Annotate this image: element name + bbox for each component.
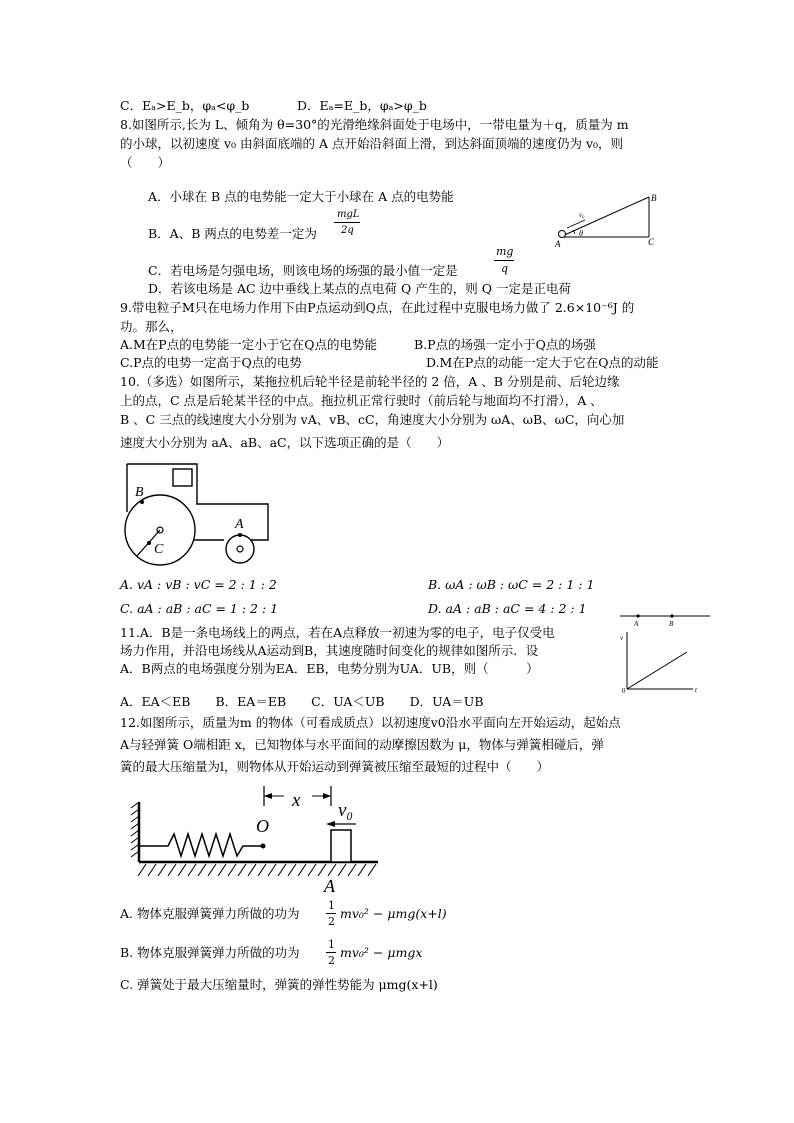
q10-option-a: A. vA : vB : vC = 2 : 1 : 2: [120, 577, 277, 592]
q10-option-d: D. aA : aB : aC = 4 : 2 : 1: [428, 601, 587, 616]
q9-option-d: D.M在P点的动能一定大于它在Q点的动能: [426, 355, 659, 370]
incline-figure: [553, 190, 663, 250]
q8-stem-line2: 的小球，以初速度 v₀ 由斜面底端的 A 点开始沿斜面上滑，到达斜面顶端的速度仍为 v₀，则: [120, 136, 624, 151]
q10-stem-line3: B 、C 三点的线速度大小分别为 vA、vB、cC，角速度大小分别为 ωA、ωB、ωC，向心加: [120, 412, 625, 427]
q11-stem-line2: 场力作用，并沿电场线从A运动到B，其速度随时间变化的规律如图所示．设: [120, 643, 539, 658]
q11-label-t: t: [695, 686, 697, 694]
spring-figure: [128, 784, 388, 894]
spring-label-o: O: [256, 816, 269, 836]
q8-stem-line3: （ ）: [120, 155, 171, 170]
tractor-label-a: A: [235, 517, 244, 532]
q10-option-c: C. aA : aB : aC = 1 : 2 : 1: [120, 601, 279, 616]
q8-option-a: A．小球在 B 点的电势能一定大于小球在 A 点的电势能: [148, 189, 454, 204]
q8-option-c-numerator: mg: [496, 245, 514, 258]
q7-option-d: D．Eₐ=E_b，φₐ>φ_b: [297, 98, 427, 113]
q11-stem-line3: A．B两点的电场强度分别为EA．EB，电势分别为UA．UB，则（ ）: [120, 661, 539, 676]
q11-label-v: v: [620, 634, 624, 642]
tractor-label-c: C: [154, 542, 164, 557]
q11-label-origin: 0: [622, 687, 626, 695]
q11-label-b: B: [669, 620, 674, 628]
q10-stem-line4: 速度大小分别为 aA、aB、aC，以下选项正确的是（ ）: [120, 435, 450, 450]
q12-option-b-half-den: 2: [328, 954, 335, 967]
q10-option-b: B. ωA : ωB : ωC = 2 : 1 : 1: [428, 577, 595, 592]
tractor-label-b: B: [135, 485, 144, 500]
q11-stem-line1: 11.A．B是一条电场线上的两点，若在A点释放一初速为零的电子，电子仅受电: [120, 625, 555, 640]
incline-label-c: C: [648, 237, 655, 247]
q8-option-b-denominator: 2q: [341, 225, 354, 236]
q12-stem-line2: A与轻弹簧 O端相距 x，已知物体与水平面间的动摩擦因数为 μ，物体与弹簧相碰后，弹: [120, 737, 604, 752]
q9-stem-line2: 功。那么，: [120, 319, 183, 334]
tractor-figure: [122, 460, 282, 578]
q12-option-a-expr: mv₀² − μmg(x+l): [340, 906, 447, 921]
q9-option-b: B.P点的场强一定小于Q点的场强: [414, 337, 596, 352]
q12-option-b-prefix: B. 物体克服弹簧弹力所做的功为: [120, 945, 300, 960]
q12-option-b-half-num: 1: [328, 938, 335, 951]
q12-option-c: C. 弹簧处于最大压缩量时，弹簧的弹性势能为 μmg(x+l): [120, 977, 438, 992]
q9-stem-line1: 9.带电粒子M只在电场力作用下由P点运动到Q点，在此过程中克服电场力做了 2.6×10⁻⁶J 的: [120, 300, 635, 315]
incline-label-v0: v₀: [579, 211, 585, 219]
q12-option-a-prefix: A. 物体克服弹簧弹力所做的功为: [120, 906, 300, 921]
spring-label-a: A: [324, 876, 335, 896]
q8-option-b: B．A、B 两点的电势差一定为: [148, 226, 317, 241]
incline-label-a: A: [555, 239, 561, 249]
q8-option-c-denominator: q: [501, 262, 509, 275]
q12-option-b-expr: mv₀² − μmgx: [340, 945, 423, 960]
q8-option-b-numerator: mgL: [337, 209, 360, 220]
q9-option-c: C.P点的电势一定高于Q点的电势: [120, 355, 302, 370]
incline-label-theta: θ: [579, 229, 583, 238]
spring-label-x: x: [292, 790, 301, 811]
q12-stem-line3: 簧的最大压缩量为l，则物体从开始运动到弹簧被压缩至最短的过程中（ ）: [120, 759, 549, 774]
q12-stem-line1: 12.如图所示，质量为m 的物体（可看成质点）以初速度v0沿水平面向左开始运动，起始点: [120, 715, 621, 730]
spring-label-v0: v₀: [338, 800, 354, 821]
q10-stem-line2: 上的点，C 点是后轮某半径的中点。拖拉机正常行驶时（前后轮与地面均不打滑），A 、: [120, 393, 603, 408]
q11-options: A．EA＜EB B．EA＝EB C．UA＜UB D．UA＝UB: [120, 694, 484, 709]
q12-option-a-half-den: 2: [328, 915, 335, 928]
q8-option-c: C．若电场是匀强电场，则该电场的场强的最小值一定是: [148, 263, 458, 278]
q12-option-a-half-num: 1: [328, 899, 335, 912]
q7-option-c: C．Eₐ>E_b，φₐ<φ_b: [120, 98, 250, 113]
q11-label-a: A: [634, 620, 639, 628]
q9-option-a: A.M在P点的电势能一定小于它在Q点的电势能: [120, 337, 377, 352]
incline-label-b: B: [651, 193, 657, 203]
q11-figure: [615, 613, 715, 695]
q8-stem-line1: 8.如图所示,长为 L、倾角为 θ=30°的光滑绝缘斜面处于电场中，一带电量为＋q，质量为 m: [120, 117, 629, 132]
q10-stem-line1: 10.（多选）如图所示，某拖拉机后轮半径是前轮半径的 2 倍，A 、B 分别是前、后轮边缘: [120, 374, 620, 389]
q8-option-d: D．若该电场是 AC 边中垂线上某点的点电荷 Q 产生的，则 Q 一定是正电荷: [148, 281, 571, 296]
